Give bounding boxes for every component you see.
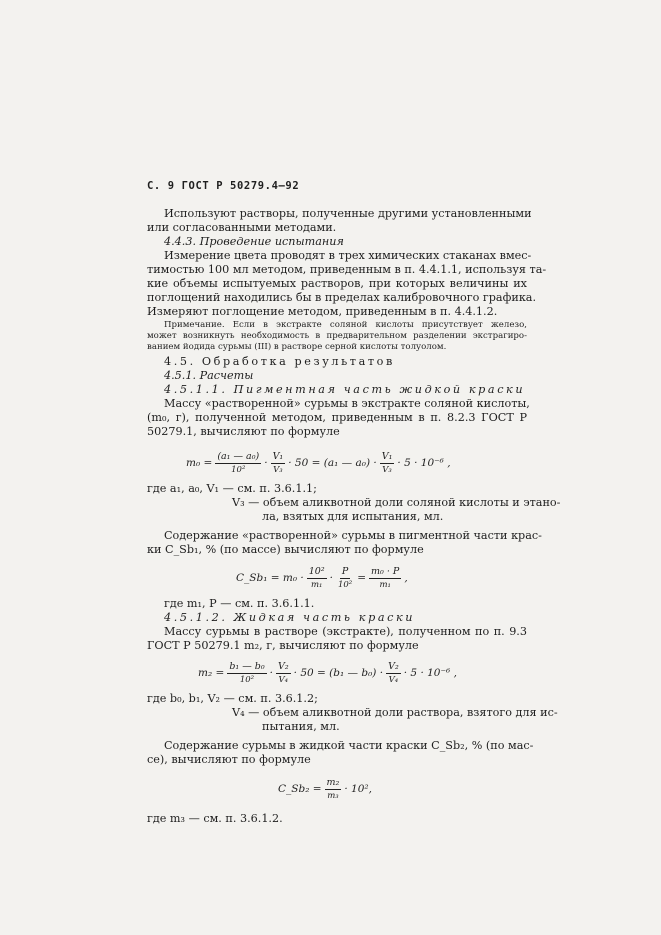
fraction	[307, 566, 327, 590]
formula-lhs: m₀ =	[186, 457, 213, 469]
paragraph-line: поглощений находились бы в пределах калибровочного графика.	[147, 291, 537, 304]
legend-line: V₄ — объем аликвотной доли раствора, взятого для ис-	[232, 706, 558, 719]
paragraph-line: (m₀, г), полученной методом, приведенным в п. 8.2.3 ГОСТ Р	[147, 411, 527, 424]
fraction	[271, 451, 286, 475]
formula-m2: m₂ = $\frac{\text{b₁ — b₀}}{\text{10²}}$ · $\frac{\text{V₂}}{\text{V₄}}$ · 50 = (b₁ — b₀) · $\frac{\text{V₂}}{\text{V₄}}$ · 5 · 10⁻⁶ ,	[198, 661, 457, 685]
denominator: m₁	[310, 580, 323, 590]
numerator: P	[341, 566, 349, 577]
legend-line: где b₀, b₁, V₂ — см. п. 3.6.1.2;	[147, 692, 318, 705]
fraction	[276, 661, 291, 685]
section-heading: 4.5.1.1. Пигментная часть жидкой краски	[164, 383, 526, 396]
paragraph-line: Содержание сурьмы в жидкой части краски C_Sb₂, % (по мас-	[164, 739, 534, 752]
paragraph-line: Измерение цвета проводят в трех химических стаканах вмес-	[164, 249, 532, 262]
section-heading: 4.4.3. Проведение испытания	[164, 235, 344, 248]
note-line: может возникнуть необходимость в предварительном разделении экстрагиро-	[147, 331, 527, 341]
numerator: 10²	[308, 566, 325, 577]
formula-equals: =	[357, 572, 367, 584]
paragraph-line: ки C_Sb₁, % (по массе) вычисляют по формуле	[147, 543, 424, 556]
fraction	[227, 661, 266, 685]
fraction	[369, 566, 401, 590]
formula-middle: · 50 = (a₁ — a₀) ·	[288, 457, 377, 469]
paragraph-line: или согласованными методами.	[147, 221, 337, 234]
fraction	[215, 451, 261, 475]
legend-line: пытания, мл.	[262, 720, 340, 733]
legend-line: где m₃ — см. п. 3.6.1.2.	[147, 812, 283, 825]
paragraph-line: Массу «растворенной» сурьмы в экстракте соляной кислоты,	[164, 397, 530, 410]
numerator: V₁	[272, 451, 284, 462]
formula-tail: · 10²,	[344, 783, 372, 795]
denominator: 10²	[231, 465, 246, 475]
paragraph-line: ГОСТ Р 50279.1 m₂, г, вычисляют по формуле	[147, 639, 419, 652]
formula-lhs: C_Sb₂ =	[278, 783, 322, 795]
legend-line: V₃ — объем аликвотной доли соляной кислоты и этано-	[232, 496, 561, 509]
numerator: V₂	[388, 661, 399, 672]
denominator: 10²	[337, 580, 353, 590]
denominator: V₃	[273, 465, 283, 475]
denominator: V₄	[278, 675, 289, 685]
formula-lhs: m₂ =	[198, 667, 225, 679]
numerator: (a₁ — a₀)	[217, 451, 260, 462]
formula-m0: m₀ = $\frac{\text{(a₁ — a₀)}}{\text{10²}}$ · $\frac{\text{V₁}}{\text{V₃}}$ · 50 = (a₁ — a₀) · $\frac{\text{V₁}}{\text{V₃}}$ · 5 · 10⁻⁶ ,	[186, 451, 451, 475]
formula-tail: · 5 · 10⁻⁶ ,	[403, 667, 457, 679]
denominator: m₃	[327, 791, 339, 801]
fraction	[386, 661, 401, 685]
paragraph-line: тимостью 100 мл методом, приведенным в п. 4.4.1.1, используя та-	[147, 263, 547, 276]
note-line: ванием йодида сурьмы (III) в растворе серной кислоты толуолом.	[147, 342, 447, 352]
legend-line: ла, взятых для испытания, мл.	[262, 510, 444, 523]
paragraph-line: Массу сурьмы в растворе (экстракте), полученном по п. 9.3	[164, 625, 527, 638]
paragraph-line: кие объемы испытуемых растворов, при которых величины их	[147, 277, 527, 290]
paragraph-line: Используют растворы, полученные другими установленными	[164, 207, 532, 220]
section-heading: 4.5.1.2. Жидкая часть краски	[164, 611, 416, 624]
fraction	[325, 777, 342, 801]
numerator: V₁	[381, 451, 393, 462]
denominator: V₄	[388, 675, 399, 685]
numerator: m₀ · P	[371, 566, 400, 577]
fraction	[380, 451, 395, 475]
denominator: m₁	[379, 580, 391, 590]
section-heading: 4.5.1. Расчеты	[164, 369, 254, 382]
note-line: Примечание. Если в экстракте соляной кислоты присутствует железо,	[164, 320, 527, 330]
paragraph-line: Измеряют поглощение методом, приведенным в п. 4.4.1.2.	[147, 305, 498, 318]
numerator: b₁ — b₀	[229, 661, 265, 672]
formula-csb1: C_Sb₁ = m₀ · $\frac{\text{10²}}{\text{m₁}}$ · $\frac{P}{\text{10²}}$ = $\frac{\text{m₀ · P}}{\text{m₁}}$ ,	[236, 566, 408, 590]
paragraph-line: 50279.1, вычисляют по формуле	[147, 425, 340, 438]
legend-line: где m₁, P — см. п. 3.6.1.1.	[164, 597, 315, 610]
paragraph-line: се), вычисляют по формуле	[147, 753, 311, 766]
numerator: m₂	[326, 777, 340, 788]
denominator: V₃	[382, 465, 392, 475]
paragraph-line: Содержание «растворенной» сурьмы в пигментной части крас-	[164, 529, 542, 542]
formula-csb2	[278, 772, 372, 806]
legend-line: где a₁, a₀, V₁ — см. п. 3.6.1.1;	[147, 482, 317, 495]
formula-middle: · 50 = (b₁ — b₀) ·	[293, 667, 384, 679]
formula-tail: · 5 · 10⁻⁶ ,	[397, 457, 451, 469]
page-header: С. 9 ГОСТ Р 50279.4—92	[147, 180, 300, 192]
numerator: V₂	[277, 661, 289, 672]
fraction	[336, 566, 354, 590]
section-heading: 4.5. Обработка результатов	[164, 355, 395, 368]
formula-lhs: C_Sb₁ = m₀ ·	[236, 572, 304, 584]
formula-tail: ,	[404, 572, 408, 584]
denominator: 10²	[239, 675, 255, 685]
